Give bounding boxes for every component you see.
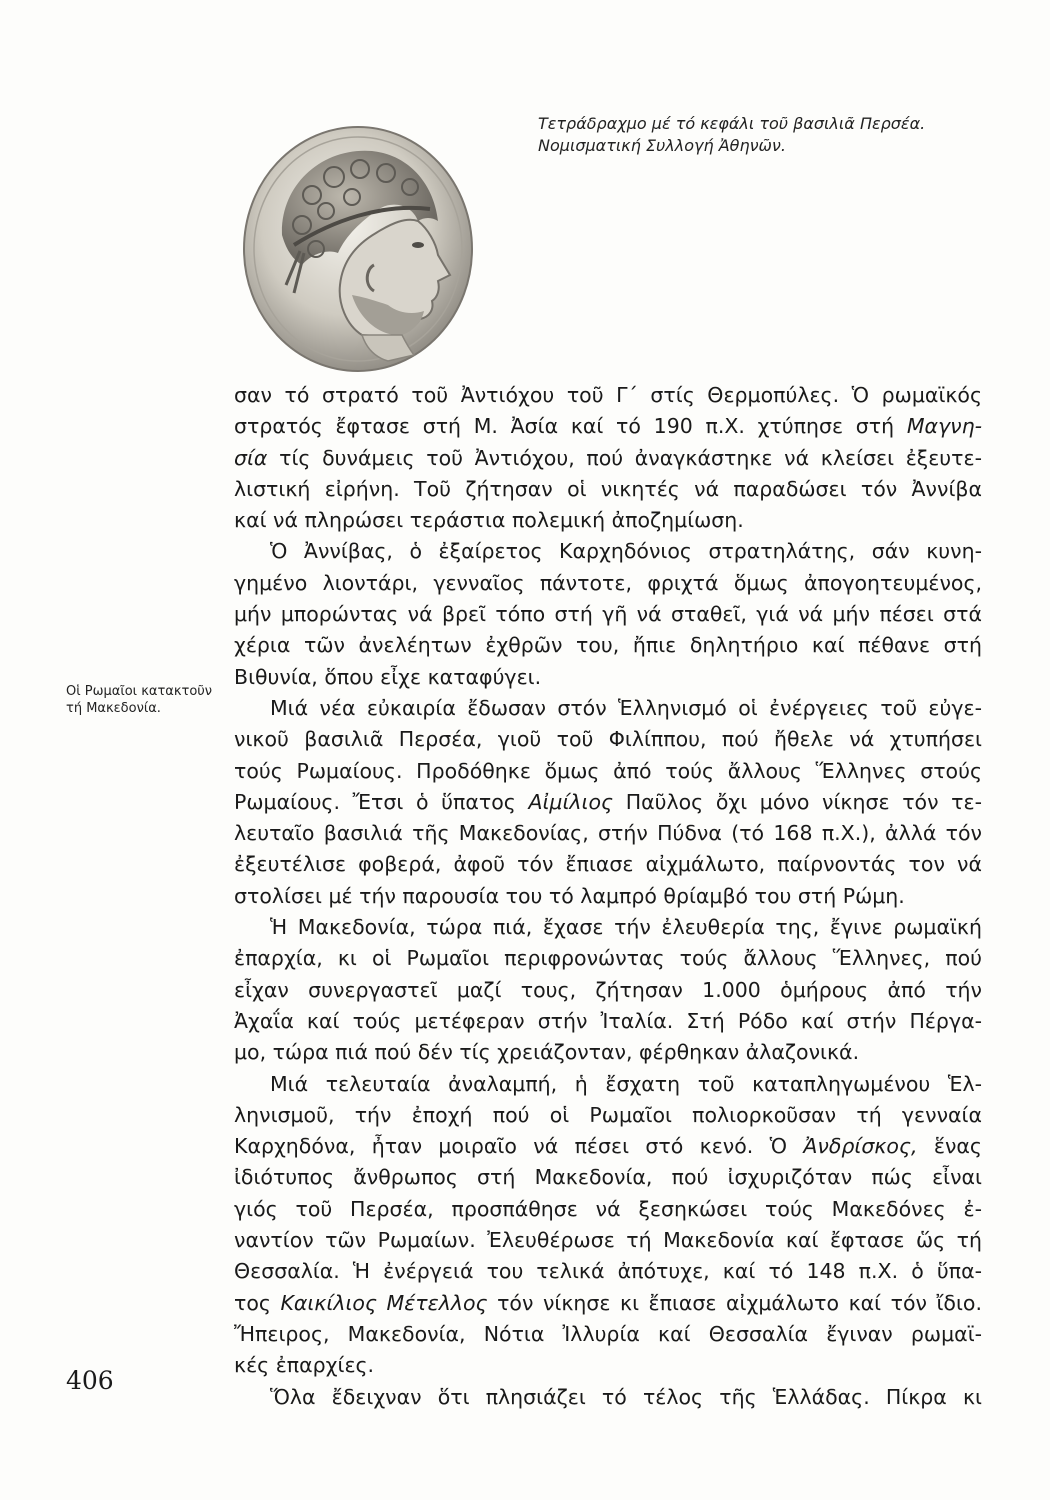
text-line: καί νά πληρώσει τεράστια πολεμική ἀποζημίωση. <box>234 508 744 533</box>
image-caption <box>538 113 1008 157</box>
text-line <box>234 1131 982 1162</box>
text-line: στολίσει μέ τήν παρουσία του τό λαμπρό θρίαμβό του στή Ρώμη. <box>234 883 905 908</box>
text-line <box>234 443 982 474</box>
text-line: ἰδιότυπος ἄνθρωπος στή Μακεδονία, πού ἰσχυριζόταν πώς εἶναι <box>234 1165 982 1190</box>
caption-line: Νομισματική Συλλογή Ἀθηνῶν. <box>538 136 786 155</box>
text-line: ἐπαρχία, κι οἱ Ρωμαῖοι περιφρονώντας τούς ἄλλους Ἕλληνες, πού <box>234 946 982 971</box>
coin-photo <box>242 125 474 373</box>
text-line: γιός τοῦ Περσέα, προσπάθησε νά ξεσηκώσει τούς Μακεδόνες ἐ- <box>234 1196 982 1221</box>
text-line: χέρια τῶν ἀνελέητων ἐχθρῶν του, ἤπιε δηλητήριο καί πέθανε στή <box>234 633 982 658</box>
italic-name: Μαγνη- <box>906 414 982 439</box>
text-line: γημένο λιοντάρι, γενναῖος πάντοτε, φριχτά ὅμως ἀπογοητευμένος, <box>234 570 982 595</box>
text-span: Ρωμαίους. Ἔτσι ὁ ὕπατος <box>234 789 516 814</box>
text-line: κές ἐπαρχίες. <box>234 1353 375 1378</box>
text-line: Μιά νέα εὐκαιρία ἔδωσαν στόν Ἑλληνισμό οἱ ἐνέργειες τοῦ εὐγε- <box>270 695 982 720</box>
text-span: Παῦλος ὄχι μόνο νίκησε τόν τε- <box>625 789 982 814</box>
text-line: ναντίον τῶν Ρωμαίων. Ἐλευθέρωσε τή Μακεδονία καί ἔφτασε ὥς τή <box>234 1228 982 1253</box>
italic-name: σία <box>234 445 268 470</box>
text-span: τόν νίκησε κι ἔπιασε αἰχμάλωτο καί τόν ἴδιο. <box>497 1290 982 1315</box>
text-line: Βιθυνία, ὅπου εἶχε καταφύγει. <box>234 664 542 689</box>
text-line: μο, τώρα πιά πού δέν τίς χρειάζονταν, φέρθηκαν ἀλαζονικά. <box>234 1040 860 1065</box>
margin-note: Οἱ Ρωμαῖοι κατακτοῦν τή Μακεδονία. <box>66 684 213 716</box>
text-span: Καρχηδόνα, ἦταν μοιραῖο νά πέσει στό κενό. Ὁ <box>234 1134 788 1159</box>
text-line: Θεσσαλία. Ἡ ἐνέργειά του τελικά ἀπότυχε, καί τό 148 π.Χ. ὁ ὕπα- <box>234 1259 982 1284</box>
text-line: εἶχαν συνεργαστεῖ μαζί τους, ζήτησαν 1.000 ὁμήρους ἀπό τήν <box>234 977 982 1002</box>
text-line: Μιά τελευταία ἀναλαμπή, ἡ ἔσχατη τοῦ καταπληγωμένου Ἑλ- <box>270 1071 982 1096</box>
text-line <box>234 1288 982 1319</box>
text-line: Ἤπειρος, Μακεδονία, Νότια Ἰλλυρία καί Θεσσαλία ἔγιναν ρωμαϊ- <box>234 1321 982 1346</box>
text-line: Ἀχαΐα καί τούς μετέφεραν στήν Ἰταλία. Στή Ρόδο καί στήν Πέργα- <box>234 1008 982 1033</box>
text-span: τίς δυνάμεις τοῦ Ἀντιόχου, πού ἀναγκάστηκε νά κλείσει ἐξευτε- <box>279 445 982 470</box>
body-text <box>234 380 982 1413</box>
text-line: ἐξευτέλισε φοβερά, ἀφοῦ τόν ἔπιασε αἰχμάλωτο, παίρνοντάς τον νά <box>234 852 982 877</box>
text-line <box>234 787 982 818</box>
text-line: λιστική εἰρήνη. Τοῦ ζήτησαν οἱ νικητές νά παραδώσει τόν Ἀννίβα <box>234 476 982 501</box>
text-line: τούς Ρωμαίους. Προδόθηκε ὅμως ἀπό τούς ἄλλους Ἕλληνες στούς <box>234 758 982 783</box>
caption-line: Τετράδραχμο μέ τό κεφάλι τοῦ βασιλιᾶ Περσέα. <box>538 114 926 133</box>
text-line: νικοῦ βασιλιᾶ Περσέα, γιοῦ τοῦ Φιλίππου, πού ἤθελε νά χτυπήσει <box>234 727 982 752</box>
italic-name: Αἰμίλιος <box>528 789 614 814</box>
page-number: 406 <box>66 1366 114 1395</box>
text-line: σαν τό στρατό τοῦ Ἀντιόχου τοῦ Γ΄ στίς Θερμοπύλες. Ὁ ρωμαϊκός <box>234 383 982 407</box>
text-line: Ὅλα ἔδειχναν ὅτι πλησιάζει τό τέλος τῆς Ἑλλάδας. Πίκρα κι <box>270 1384 982 1409</box>
italic-name: Ἀνδρίσκος, <box>803 1134 918 1159</box>
text-line: Ἡ Μακεδονία, τώρα πιά, ἔχασε τήν ἐλευθερία της, ἔγινε ρωμαϊκή <box>270 915 982 940</box>
text-line: λευταῖο βασιλιά τῆς Μακεδονίας, στήν Πύδνα (τό 168 π.Χ.), ἀλλά τόν <box>234 821 982 846</box>
text-line <box>234 411 982 442</box>
text-line: ληνισμοῦ, τήν ἐποχή πού οἱ Ρωμαῖοι πολιορκοῦσαν τή γενναία <box>234 1102 982 1127</box>
text-span: ἕνας <box>933 1134 982 1159</box>
text-span: τος <box>234 1290 271 1315</box>
text-line: Ὁ Ἀννίβας, ὁ ἐξαίρετος Καρχηδόνιος στρατηλάτης, σάν κυνη- <box>270 539 982 564</box>
italic-name: Καικίλιος Μέτελλος <box>280 1290 488 1315</box>
text-span: στρατός ἔφτασε στή Μ. Ἀσία καί τό 190 π.Χ. χτύπησε στή <box>234 414 895 439</box>
text-line: μήν μπορώντας νά βρεῖ τόπο στή γῆ νά σταθεῖ, γιά νά μήν πέσει στά <box>234 602 982 627</box>
